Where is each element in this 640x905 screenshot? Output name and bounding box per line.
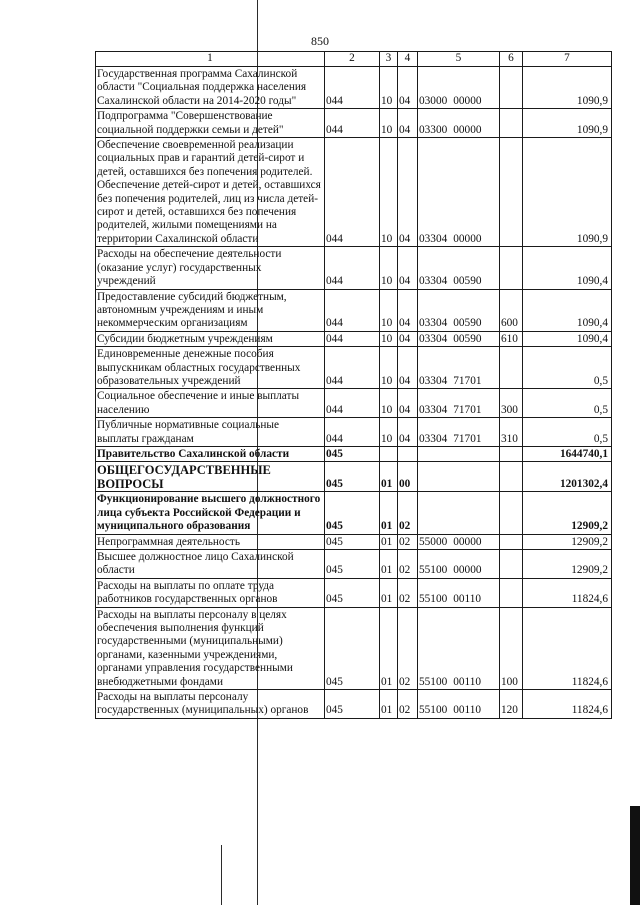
row-expense-type [500,446,523,461]
row-expense-type [500,578,523,607]
row-subsection: 04 [398,289,418,331]
row-amount: 1090,4 [523,331,612,346]
row-expense-type [500,347,523,389]
row-name: Подпрограмма "Совершенствование социальной поддержки семьи и детей" [96,109,325,138]
row-section: 10 [380,138,398,247]
table-row [96,492,612,534]
row-amount: 1201302,4 [523,462,612,492]
row-amount: 1090,9 [523,138,612,247]
target-code-program: 03304 [419,317,448,330]
row-section: 10 [380,247,398,289]
table-row [96,331,612,346]
row-target-code [418,578,500,607]
table-row [96,67,612,109]
row-subsection: 02 [398,534,418,549]
target-code-program: 03304 [419,403,448,416]
row-expense-type: 100 [500,607,523,689]
row-admin-code: 044 [325,247,380,289]
row-section: 01 [380,492,398,534]
table-row [96,418,612,447]
row-target-code [418,446,500,461]
target-code-program: 03304 [419,232,448,245]
row-admin-code: 045 [325,462,380,492]
row-expense-type: 120 [500,690,523,719]
header-col-2: 2 [325,52,380,67]
row-section: 01 [380,690,398,719]
target-code-direction: 00590 [453,317,482,330]
row-name: Субсидии бюджетным учреждениям [96,331,325,346]
row-subsection [398,446,418,461]
row-target-code [418,109,500,138]
row-name: Обеспечение своевременной реализации социальных прав и гарантий детей-сирот и детей, оставшихся без попечения родителей. Обеспечение детей-сирот и детей, оставшихся без попечения родителей, лиц из числа детей-сирот и детей, оставшихся без попечения родителей, жилыми помещениями на территории Сахалинской области [96,138,325,247]
row-admin-code: 045 [325,550,380,579]
table-row [96,578,612,607]
target-code-program: 03304 [419,374,448,387]
row-section: 10 [380,67,398,109]
row-name: Высшее должностное лицо Сахалинской области [96,550,325,579]
row-admin-code: 044 [325,67,380,109]
row-admin-code: 044 [325,418,380,447]
target-code-direction: 00000 [453,564,482,577]
target-code-direction: 71701 [453,432,482,445]
row-section: 10 [380,418,398,447]
row-admin-code: 044 [325,109,380,138]
header-row [96,52,612,67]
row-subsection: 02 [398,578,418,607]
row-name: Расходы на выплаты персоналу государственных (муниципальных) органов [96,690,325,719]
row-name: Правительство Сахалинской области [96,446,325,461]
row-expense-type [500,109,523,138]
row-expense-type: 300 [500,389,523,418]
row-subsection: 04 [398,138,418,247]
row-subsection: 04 [398,331,418,346]
row-section: 10 [380,347,398,389]
target-code-program: 03300 [419,123,448,136]
target-code-program: 03000 [419,94,448,107]
row-admin-code: 044 [325,331,380,346]
row-admin-code: 045 [325,578,380,607]
row-name: Расходы на обеспечение деятельности (оказание услуг) государственных учреждений [96,247,325,289]
row-amount: 0,5 [523,389,612,418]
scan-edge-mark [630,806,640,905]
table-row [96,109,612,138]
target-code-direction: 00000 [453,94,482,107]
row-name: Социальное обеспечение и иные выплаты населению [96,389,325,418]
row-amount: 12909,2 [523,550,612,579]
table-row [96,534,612,549]
header-col-3: 3 [380,52,398,67]
row-admin-code: 045 [325,690,380,719]
row-subsection: 02 [398,607,418,689]
row-section: 10 [380,331,398,346]
target-code-direction: 00110 [453,704,482,717]
row-target-code [418,67,500,109]
header-col-5: 5 [418,52,500,67]
target-code-direction: 00000 [453,123,482,136]
row-subsection: 04 [398,389,418,418]
row-name: Предоставление субсидий бюджетным, автономным учреждениям и иным некоммерческим организациям [96,289,325,331]
row-section: 10 [380,289,398,331]
row-expense-type: 610 [500,331,523,346]
row-admin-code: 045 [325,607,380,689]
target-code-direction: 71701 [453,403,482,416]
row-target-code [418,331,500,346]
target-code-direction: 00110 [453,675,482,688]
row-target-code [418,389,500,418]
row-target-code [418,492,500,534]
row-subsection: 04 [398,347,418,389]
row-amount: 0,5 [523,347,612,389]
row-name: Публичные нормативные социальные выплаты гражданам [96,418,325,447]
row-target-code [418,138,500,247]
target-code-program: 55100 [419,704,448,717]
row-target-code [418,247,500,289]
row-expense-type [500,492,523,534]
target-code-program: 03304 [419,332,448,345]
target-code-direction: 00590 [453,275,482,288]
row-expense-type [500,534,523,549]
header-col-6: 6 [500,52,523,67]
header-col-1: 1 [96,52,325,67]
row-section: 10 [380,109,398,138]
row-expense-type [500,550,523,579]
row-subsection: 04 [398,418,418,447]
row-target-code [418,347,500,389]
target-code-program: 55100 [419,593,448,606]
table-row [96,347,612,389]
table-row [96,462,612,492]
row-expense-type [500,67,523,109]
target-code-direction: 00000 [453,535,482,548]
row-section: 10 [380,389,398,418]
row-subsection: 00 [398,462,418,492]
row-name: Функционирование высшего должностного лица субъекта Российской Федерации и муниципального образования [96,492,325,534]
row-amount: 12909,2 [523,534,612,549]
target-code-program: 03304 [419,432,448,445]
row-expense-type: 600 [500,289,523,331]
target-code-direction: 00590 [453,332,482,345]
row-name: Единовременные денежные пособия выпускникам областных государственных образовательных учреждений [96,347,325,389]
row-target-code [418,550,500,579]
row-target-code [418,534,500,549]
row-admin-code: 044 [325,138,380,247]
row-target-code [418,418,500,447]
row-amount: 11824,6 [523,690,612,719]
row-admin-code: 044 [325,289,380,331]
row-admin-code: 045 [325,492,380,534]
row-admin-code: 045 [325,446,380,461]
row-amount: 1090,4 [523,247,612,289]
row-amount: 1090,9 [523,67,612,109]
row-admin-code: 045 [325,534,380,549]
row-name: Непрограммная деятельность [96,534,325,549]
row-target-code [418,289,500,331]
row-section: 01 [380,462,398,492]
row-name: ОБЩЕГОСУДАРСТВЕННЫЕ ВОПРОСЫ [96,462,325,492]
scan-fold-line-lower [221,845,222,905]
row-amount: 1090,9 [523,109,612,138]
row-subsection: 04 [398,247,418,289]
target-code-program: 03304 [419,275,448,288]
row-expense-type [500,462,523,492]
target-code-program: 55100 [419,675,448,688]
row-amount: 11824,6 [523,578,612,607]
row-amount: 0,5 [523,418,612,447]
row-name: Расходы на выплаты по оплате труда работников государственных органов [96,578,325,607]
row-expense-type [500,247,523,289]
row-expense-type: 310 [500,418,523,447]
row-subsection: 04 [398,109,418,138]
target-code-direction: 00000 [453,232,482,245]
table-row [96,607,612,689]
row-amount: 1090,4 [523,289,612,331]
row-target-code [418,690,500,719]
row-section: 01 [380,578,398,607]
row-section: 01 [380,607,398,689]
row-expense-type [500,138,523,247]
target-code-direction: 71701 [453,374,482,387]
table-row [96,289,612,331]
row-amount: 1644740,1 [523,446,612,461]
budget-table [95,51,612,719]
row-name: Государственная программа Сахалинской области "Социальная поддержка населения Сахалинской области на 2014-2020 годы" [96,67,325,109]
table-row [96,690,612,719]
row-amount: 12909,2 [523,492,612,534]
row-subsection: 04 [398,67,418,109]
table-row [96,446,612,461]
target-code-program: 55000 [419,535,448,548]
row-section: 01 [380,550,398,579]
page-number: 850 [311,34,329,48]
table-row [96,138,612,247]
row-admin-code: 044 [325,347,380,389]
table-row [96,247,612,289]
header-col-4: 4 [398,52,418,67]
row-subsection: 02 [398,550,418,579]
row-section [380,446,398,461]
header-col-7: 7 [523,52,612,67]
budget-table-body [96,67,612,719]
row-subsection: 02 [398,492,418,534]
row-section: 01 [380,534,398,549]
row-name: Расходы на выплаты персоналу в целях обеспечения выполнения функций государственными (муниципальными) органами, казенными учреждениями, органами управления государственными внебюджетными фондами [96,607,325,689]
row-subsection: 02 [398,690,418,719]
row-target-code [418,607,500,689]
table-row [96,389,612,418]
row-amount: 11824,6 [523,607,612,689]
row-target-code [418,462,500,492]
table-row [96,550,612,579]
target-code-program: 55100 [419,564,448,577]
target-code-direction: 00110 [453,593,482,606]
row-admin-code: 044 [325,389,380,418]
